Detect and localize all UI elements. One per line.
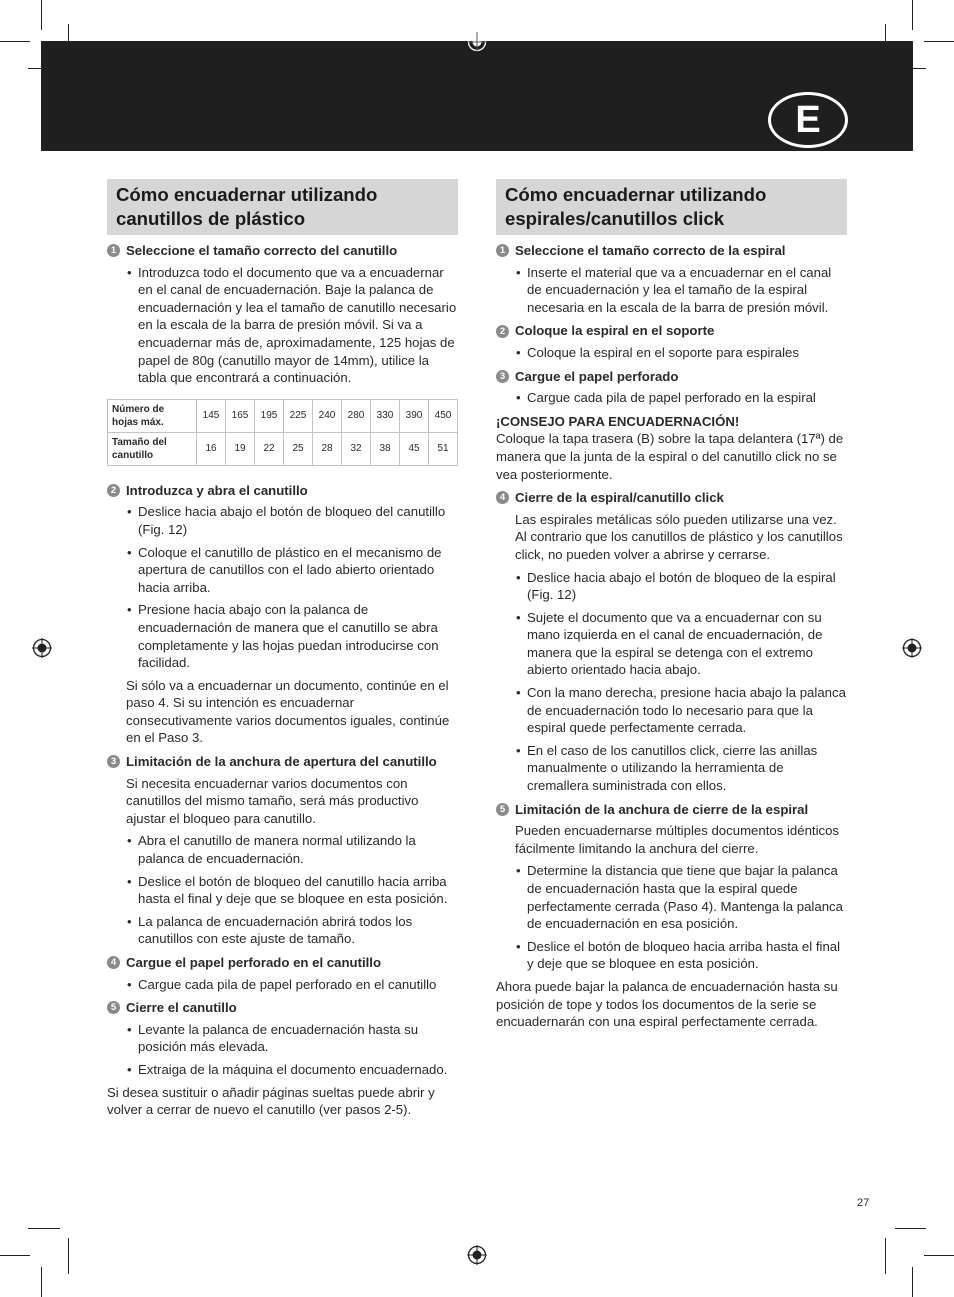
paragraph: Si sólo va a encuadernar un documento, continúe en el paso 4. Si su intención es encuadernar consecutivamente varios documentos iguales, continúe en el Paso 3. [126, 677, 450, 746]
step-heading: 3 Limitación de la anchura de apertura del canutillo [107, 753, 458, 771]
crop-mark [912, 0, 913, 30]
bullet-item: • Cargue cada pila de papel perforado en el canutillo [107, 976, 458, 994]
crop-mark [41, 1267, 42, 1297]
step-heading: 1 Seleccione el tamaño correcto de la espiral [496, 242, 847, 260]
bullet-item: • Coloque el canutillo de plástico en el mecanismo de apertura de canutillos con el lado abierto orientado hacia arriba. [107, 544, 458, 597]
bullet-item: • Abra el canutillo de manera normal utilizando la palanca de encuadernación. [107, 832, 458, 867]
crop-mark [0, 1255, 30, 1256]
step-heading: 2 Introduzca y abra el canutillo [107, 482, 458, 500]
right-column [496, 179, 847, 1036]
step-number-icon: 3 [107, 755, 120, 768]
table-cell: 28 [313, 432, 342, 465]
section-title-wire-spirals: Cómo encuadernar utilizando espirales/canutillos click [496, 179, 847, 235]
crop-mark [924, 41, 954, 42]
section-title-plastic-combs: Cómo encuadernar utilizando canutillos de plástico [107, 179, 458, 235]
table-row [108, 399, 458, 432]
registration-mark-icon [32, 638, 52, 658]
step-heading: 4 Cargue el papel perforado en el canutillo [107, 954, 458, 972]
step-heading: 5 Cierre el canutillo [107, 999, 458, 1017]
table-cell: 145 [197, 399, 226, 432]
bullet-item: • En el caso de los canutillos click, cierre las anillas manualmente o utilizando la herramienta de cremallera suministrada con ellos. [496, 742, 847, 795]
step-number-icon: 4 [107, 956, 120, 969]
tip-title: ¡CONSEJO PARA ENCUADERNACIÓN! [496, 413, 740, 429]
step-heading: 1 Seleccione el tamaño correcto del canutillo [107, 242, 458, 260]
paragraph: Si necesita encuadernar varios documentos con canutillos del mismo tamaño, será más productivo ajustar el bloqueo para canutillo. [126, 775, 419, 826]
crop-mark [0, 41, 30, 42]
closing-paragraph: Si desea sustituir o añadir páginas sueltas puede abrir y volver a cerrar de nuevo el canutillo (ver pasos 2-5). [107, 1084, 435, 1118]
paragraph: Las espirales metálicas sólo pueden utilizarse una vez. Al contrario que los canutillos de plástico y los canutillos click, no pueden volver a abrirse y cerrarse. [515, 511, 843, 562]
step-number-icon: 1 [496, 244, 509, 257]
bullet-item: • Presione hacia abajo con la palanca de encuadernación de manera que el canutillo se abra completamente y las hojas puedan introducirse con facilidad. [107, 601, 458, 671]
bullet-item: • La palanca de encuadernación abrirá todos los canutillos con este ajuste de tamaño. [107, 913, 458, 948]
tip-text: Coloque la tapa trasera (B) sobre la tapa delantera (17ª) de manera que la junta de la espiral o del canutillo click no se vea posteriormente. [496, 431, 844, 482]
table-cell: 32 [342, 432, 371, 465]
table-cell: 51 [429, 432, 458, 465]
step-number-icon: 3 [496, 370, 509, 383]
crop-mark [885, 1238, 886, 1274]
bullet-item: • Extraiga de la máquina el documento encuadernado. [107, 1061, 458, 1079]
bullet-item: • Deslice hacia abajo el botón de bloqueo de la espiral (Fig. 12) [496, 569, 847, 604]
table-cell: 165 [226, 399, 255, 432]
step-heading: 4 Cierre de la espiral/canutillo click [496, 489, 847, 507]
table-cell: 280 [342, 399, 371, 432]
table-cell: 22 [255, 432, 284, 465]
step-number-icon: 2 [107, 484, 120, 497]
step-number-icon: 5 [496, 803, 509, 816]
bullet-item: • Cargue cada pila de papel perforado en la espiral [496, 389, 847, 407]
table-cell: 19 [226, 432, 255, 465]
crop-mark [41, 0, 42, 30]
crop-mark [924, 1255, 954, 1256]
step-number-icon: 1 [107, 244, 120, 257]
table-cell: 25 [284, 432, 313, 465]
crop-mark [912, 1267, 913, 1297]
crop-mark [68, 1238, 69, 1274]
table-cell: 240 [313, 399, 342, 432]
table-cell: 45 [400, 432, 429, 465]
language-badge: E [768, 92, 848, 148]
bullet-item: • Inserte el material que va a encuadernar en el canal de encuadernación y lea el tamaño de la espiral necesaria en la escala de la barra de presión móvil. [496, 264, 847, 317]
registration-mark-icon [467, 1245, 487, 1265]
step-heading: 2 Coloque la espiral en el soporte [496, 322, 847, 340]
registration-mark-icon [902, 638, 922, 658]
bullet-item: • Deslice el botón de bloqueo hacia arriba hasta el final y deje que se bloquee en esta posición. [496, 938, 847, 973]
bullet-item: • Sujete el documento que va a encuadernar con su mano izquierda en el canal de encuadernación, de manera que la espiral se detenga con el extremo abierto orientado hacia abajo. [496, 609, 847, 679]
bullet-item: • Deslice hacia abajo el botón de bloqueo del canutillo (Fig. 12) [107, 503, 458, 538]
table-cell: 16 [197, 432, 226, 465]
table-cell: 195 [255, 399, 284, 432]
row-header: Número de hojas máx. [108, 399, 197, 432]
paragraph: Pueden encuadernarse múltiples documentos idénticos fácilmente limitando la anchura del cierre. [515, 823, 840, 856]
step-number-icon: 5 [107, 1001, 120, 1014]
bullet-item: • Deslice el botón de bloqueo del canutillo hacia arriba hasta el final y deje que se bloquee en esta posición. [107, 873, 458, 908]
bullet-item: • Determine la distancia que tiene que bajar la palanca de encuadernación hasta que la espiral quede perfectamente cerrada (Paso 4). Mantenga la palanca de encuadernación en esa posición. [496, 862, 847, 932]
crop-mark [28, 1228, 60, 1229]
bullet-item: • Coloque la espiral en el soporte para espirales [496, 344, 847, 362]
table-row [108, 432, 458, 465]
table-cell: 330 [371, 399, 400, 432]
comb-size-table [107, 399, 458, 466]
step-number-icon: 2 [496, 325, 509, 338]
bullet-item: • Con la mano derecha, presione hacia abajo la palanca de encuadernación todo lo necesario para que la espiral quede perfectamente cerrada. [496, 684, 847, 737]
step-number-icon: 4 [496, 491, 509, 504]
step-heading: 5 Limitación de la anchura de cierre de la espiral [496, 801, 847, 819]
table-cell: 450 [429, 399, 458, 432]
closing-paragraph: Ahora puede bajar la palanca de encuadernación hasta su posición de tope y todos los documentos de la serie se encuadernarán con una espiral perfectamente cerrada. [496, 978, 838, 1030]
crop-mark [895, 1228, 926, 1229]
bullet-item: • Levante la palanca de encuadernación hasta su posición más elevada. [107, 1021, 458, 1056]
left-column [107, 179, 458, 1124]
table-cell: 38 [371, 432, 400, 465]
table-cell: 225 [284, 399, 313, 432]
bullet-item: • Introduzca todo el documento que va a encuadernar en el canal de encuadernación. Baje la palanca de encuadernación y lea el tamaño de canutillo necesario en la escala de la barra de presión móvil. Si va a encuadernar más de, aproximadamente, 125 hojas de papel de 80g (canutillo mayor de 14mm), utilice la tabla que encontrará a continuación. [107, 264, 458, 387]
step-heading: 3 Cargue el papel perforado [496, 368, 847, 386]
row-header: Tamaño del canutillo [108, 432, 197, 465]
page-number: 27 [857, 1197, 870, 1209]
registration-mark-icon [467, 32, 487, 52]
table-cell: 390 [400, 399, 429, 432]
